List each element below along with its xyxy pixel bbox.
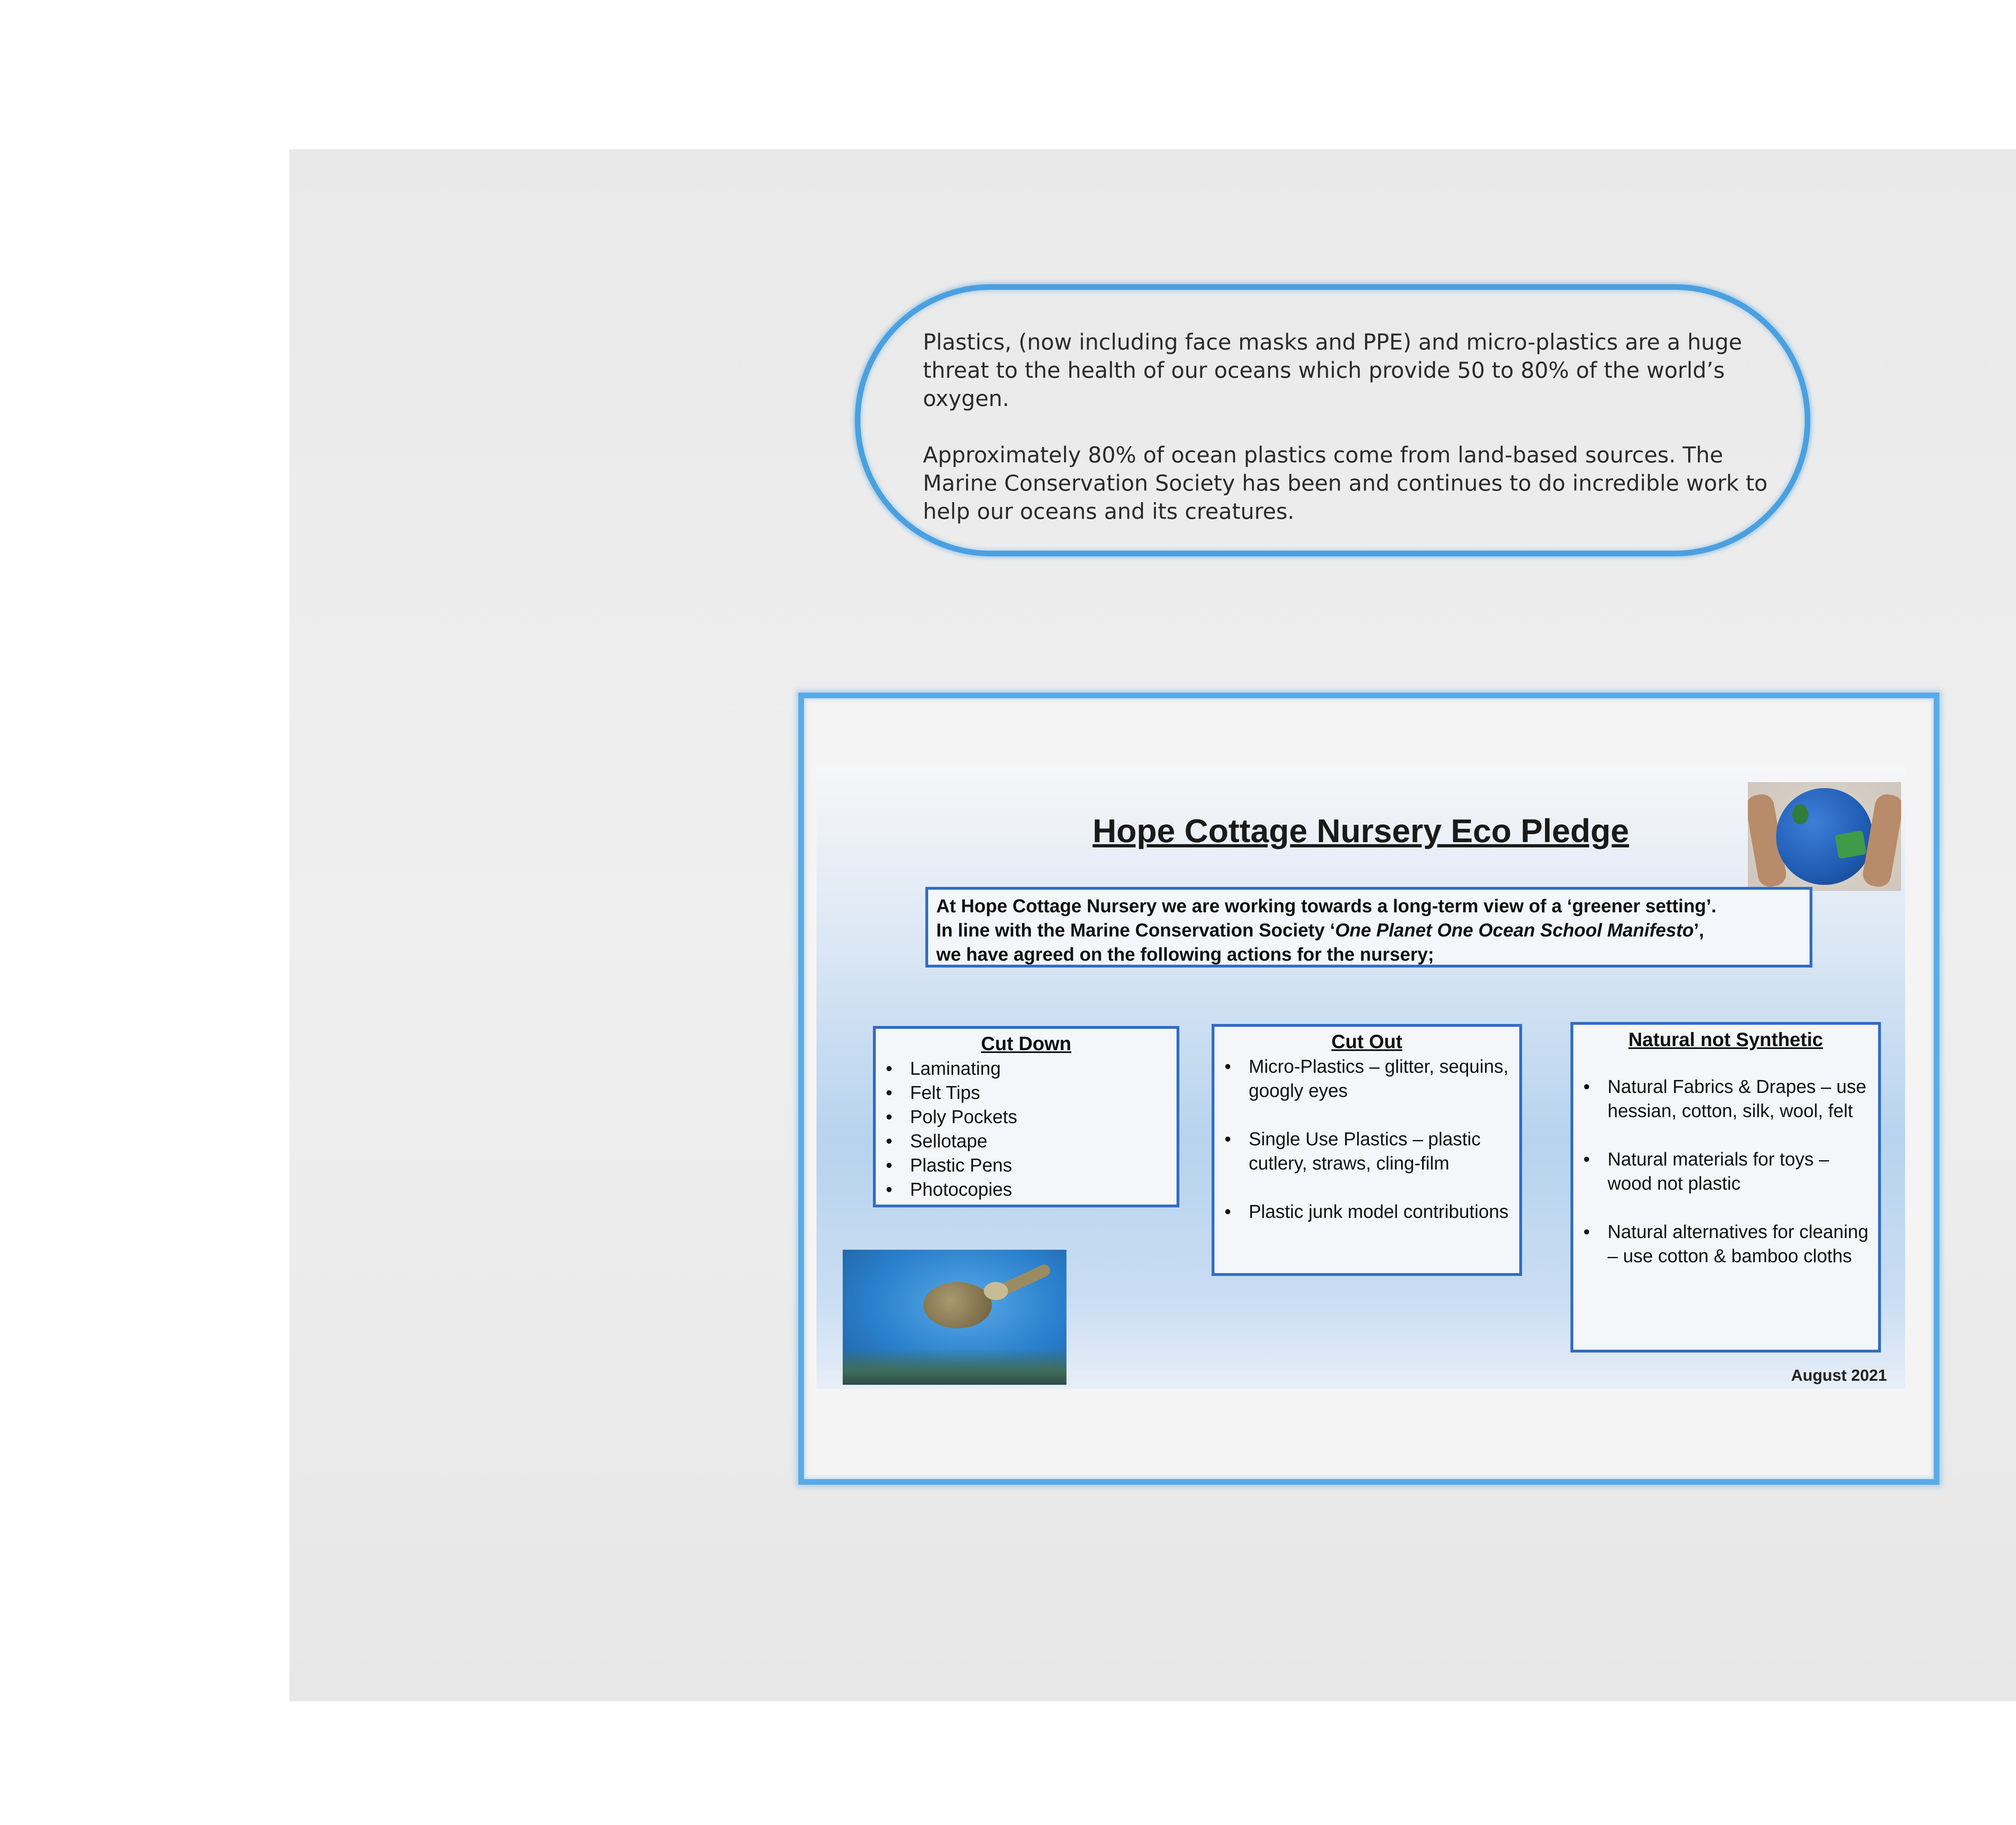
list-item: • Sellotape — [910, 1129, 1173, 1153]
cut-down-heading: Cut Down — [981, 1033, 1071, 1055]
globe-icon — [1776, 788, 1873, 885]
cut-down-box — [873, 1026, 1179, 1207]
sea-turtle-photo — [843, 1250, 1066, 1385]
intro-line-3: we have agreed on the following actions for the nursery; — [936, 944, 1434, 965]
list-item: • Plastic junk model contributions — [1249, 1199, 1515, 1224]
list-item: • Micro-Plastics – glitter, sequins, googly eyes — [1249, 1054, 1515, 1103]
list-item: • Photocopies — [910, 1177, 1173, 1201]
cut-out-list — [1214, 1054, 1519, 1224]
list-item: • Plastic Pens — [910, 1153, 1173, 1177]
list-item: • Single Use Plastics – plastic cutlery, straws, cling-film — [1249, 1127, 1515, 1175]
list-item: • Natural alternatives for cleaning – use cotton & bamboo cloths — [1608, 1219, 1874, 1268]
ocean-plastics-note — [855, 284, 1810, 556]
list-item: • Natural Fabrics & Drapes – use hessian, cotton, silk, wool, felt — [1608, 1074, 1874, 1123]
globe-in-hands-photo — [1748, 782, 1901, 891]
cut-down-list — [876, 1056, 1177, 1201]
poster-title: Hope Cottage Nursery Eco Pledge — [1092, 813, 1629, 849]
eco-pledge-poster — [816, 766, 1905, 1389]
intro-line-1: At Hope Cottage Nursery we are working towards a long-term view of a ‘greener setting’. — [936, 895, 1716, 916]
list-item: • Natural materials for toys – wood not plastic — [1608, 1147, 1874, 1195]
list-item: • Poly Pockets — [910, 1105, 1173, 1129]
coral-reef — [843, 1348, 1066, 1385]
note-paragraph-2: Approximately 80% of ocean plastics come from land-based sources. The Marine Conservation Society has been and continues to do incredible work to help our oceans and its creatures. — [923, 442, 1768, 524]
turtle-icon — [923, 1282, 992, 1328]
natural-list — [1573, 1074, 1878, 1268]
cut-out-box — [1212, 1024, 1522, 1276]
natural-not-synthetic-box — [1570, 1022, 1881, 1353]
list-item: • Felt Tips — [910, 1080, 1173, 1105]
poster-date: August 2021 — [1791, 1367, 1887, 1384]
natural-heading: Natural not Synthetic — [1628, 1029, 1823, 1051]
manifesto-name: One Planet One Ocean School Manifesto — [1335, 920, 1694, 941]
pledge-intro — [925, 887, 1812, 968]
intro-line-2: In line with the Marine Conservation Society ‘One Planet One Ocean School Manifesto’, — [936, 920, 1704, 941]
note-paragraph-1: Plastics, (now including face masks and PPE) and micro-plastics are a huge threat to the health of our oceans which provide 50 to 80% of the world’s oxygen. — [923, 329, 1742, 411]
list-item: • Laminating — [910, 1056, 1173, 1080]
cut-out-heading: Cut Out — [1331, 1031, 1402, 1053]
